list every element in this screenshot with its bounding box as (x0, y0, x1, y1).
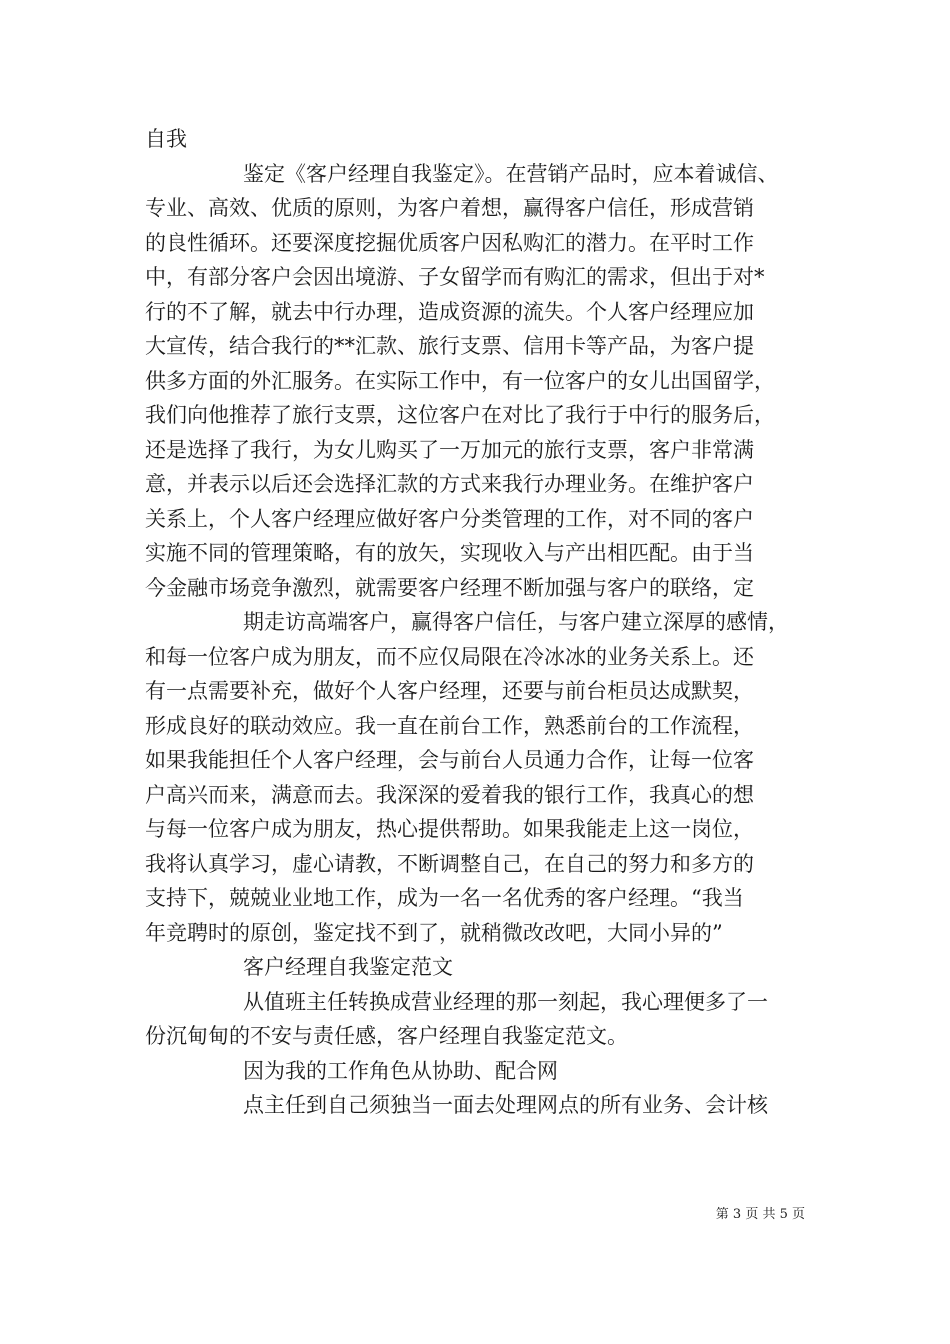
text-line: 大宣传，结合我行的**汇款、旅行支票、信用卡等产品，为客户提 (145, 334, 754, 358)
text-line: 点主任到自己须独当一面去处理网点的所有业务、会计核 (243, 1093, 768, 1117)
text-line: 行的不了解，就去中行办理，造成资源的流失。个人客户经理应加 (145, 299, 754, 324)
text-line: 鉴定《客户经理自我鉴定》。在营销产品时，应本着诚信、 (243, 161, 779, 186)
document-body (145, 122, 825, 1123)
text-line: 供多方面的外汇服务。在实际工作中，有一位客户的女儿出国留学， (145, 368, 775, 393)
text-line: 形成良好的联动效应。我一直在前台工作，熟悉前台的工作流程， (145, 713, 754, 738)
text-line: 还是选择了我行，为女儿购买了一万加元的旅行支票，客户非常满 (145, 437, 754, 462)
text-line: 实施不同的管理策略，有的放矢，实现收入与产出相匹配。由于当 (145, 541, 754, 565)
text-line: 我将认真学习，虚心请教，不断调整自己，在自己的努力和多方的 (145, 851, 754, 876)
text-line: 关系上，个人客户经理应做好客户分类管理的工作，对不同的客户 (145, 506, 754, 531)
text-line: 我们向他推荐了旅行支票，这位客户在对比了我行于中行的服务后， (145, 403, 775, 427)
text-line: 客户经理自我鉴定范文 (243, 955, 453, 979)
text-line: 如果我能担任个人客户经理，会与前台人员通力合作，让每一位客 (145, 748, 754, 772)
text-line: 意，并表示以后还会选择汇款的方式来我行办理业务。在维护客户 (145, 472, 754, 496)
text-line: 因为我的工作角色从协助、配合网 (243, 1058, 558, 1083)
text-line: 和每一位客户成为朋友，而不应仅局限在冷冰冰的业务关系上。还 (145, 644, 754, 669)
page-number-footer: 第 3 页 共 5 页 (715, 1207, 805, 1222)
text-line: 户高兴而来，满意而去。我深深的爱着我的银行工作，我真心的想 (145, 782, 754, 807)
text-line: 与每一位客户成为朋友，热心提供帮助。如果我能走上这一岗位， (145, 817, 754, 841)
text-line: 期走访高端客户，赢得客户信任，与客户建立深厚的感情， (243, 610, 789, 634)
text-line: 份沉甸甸的不安与责任感，客户经理自我鉴定范文。 (145, 1024, 628, 1048)
text-line: 自我 (145, 127, 187, 151)
text-line: 从值班主任转换成营业经理的那一刻起，我心理便多了一 (243, 989, 768, 1014)
text-line: 专业、高效、优质的原则，为客户着想，赢得客户信任，形成营销 (145, 196, 754, 220)
text-line: 的良性循环。还要深度挖掘优质客户因私购汇的潜力。在平时工作 (145, 230, 754, 255)
text-line: 有一点需要补充，做好个人客户经理，还要与前台柜员达成默契， (145, 679, 754, 703)
text-line: 支持下，兢兢业业地工作，成为一名一名优秀的客户经理。“我当 (145, 886, 744, 910)
text-line: 今金融市场竞争激烈，就需要客户经理不断加强与客户的联络，定 (145, 575, 754, 600)
text-line: 年竞聘时的原创，鉴定找不到了，就稍微改改吧，大同小异的” (145, 920, 723, 945)
text-line: 中，有部分客户会因出境游、子女留学而有购汇的需求，但出于对* (145, 265, 765, 289)
